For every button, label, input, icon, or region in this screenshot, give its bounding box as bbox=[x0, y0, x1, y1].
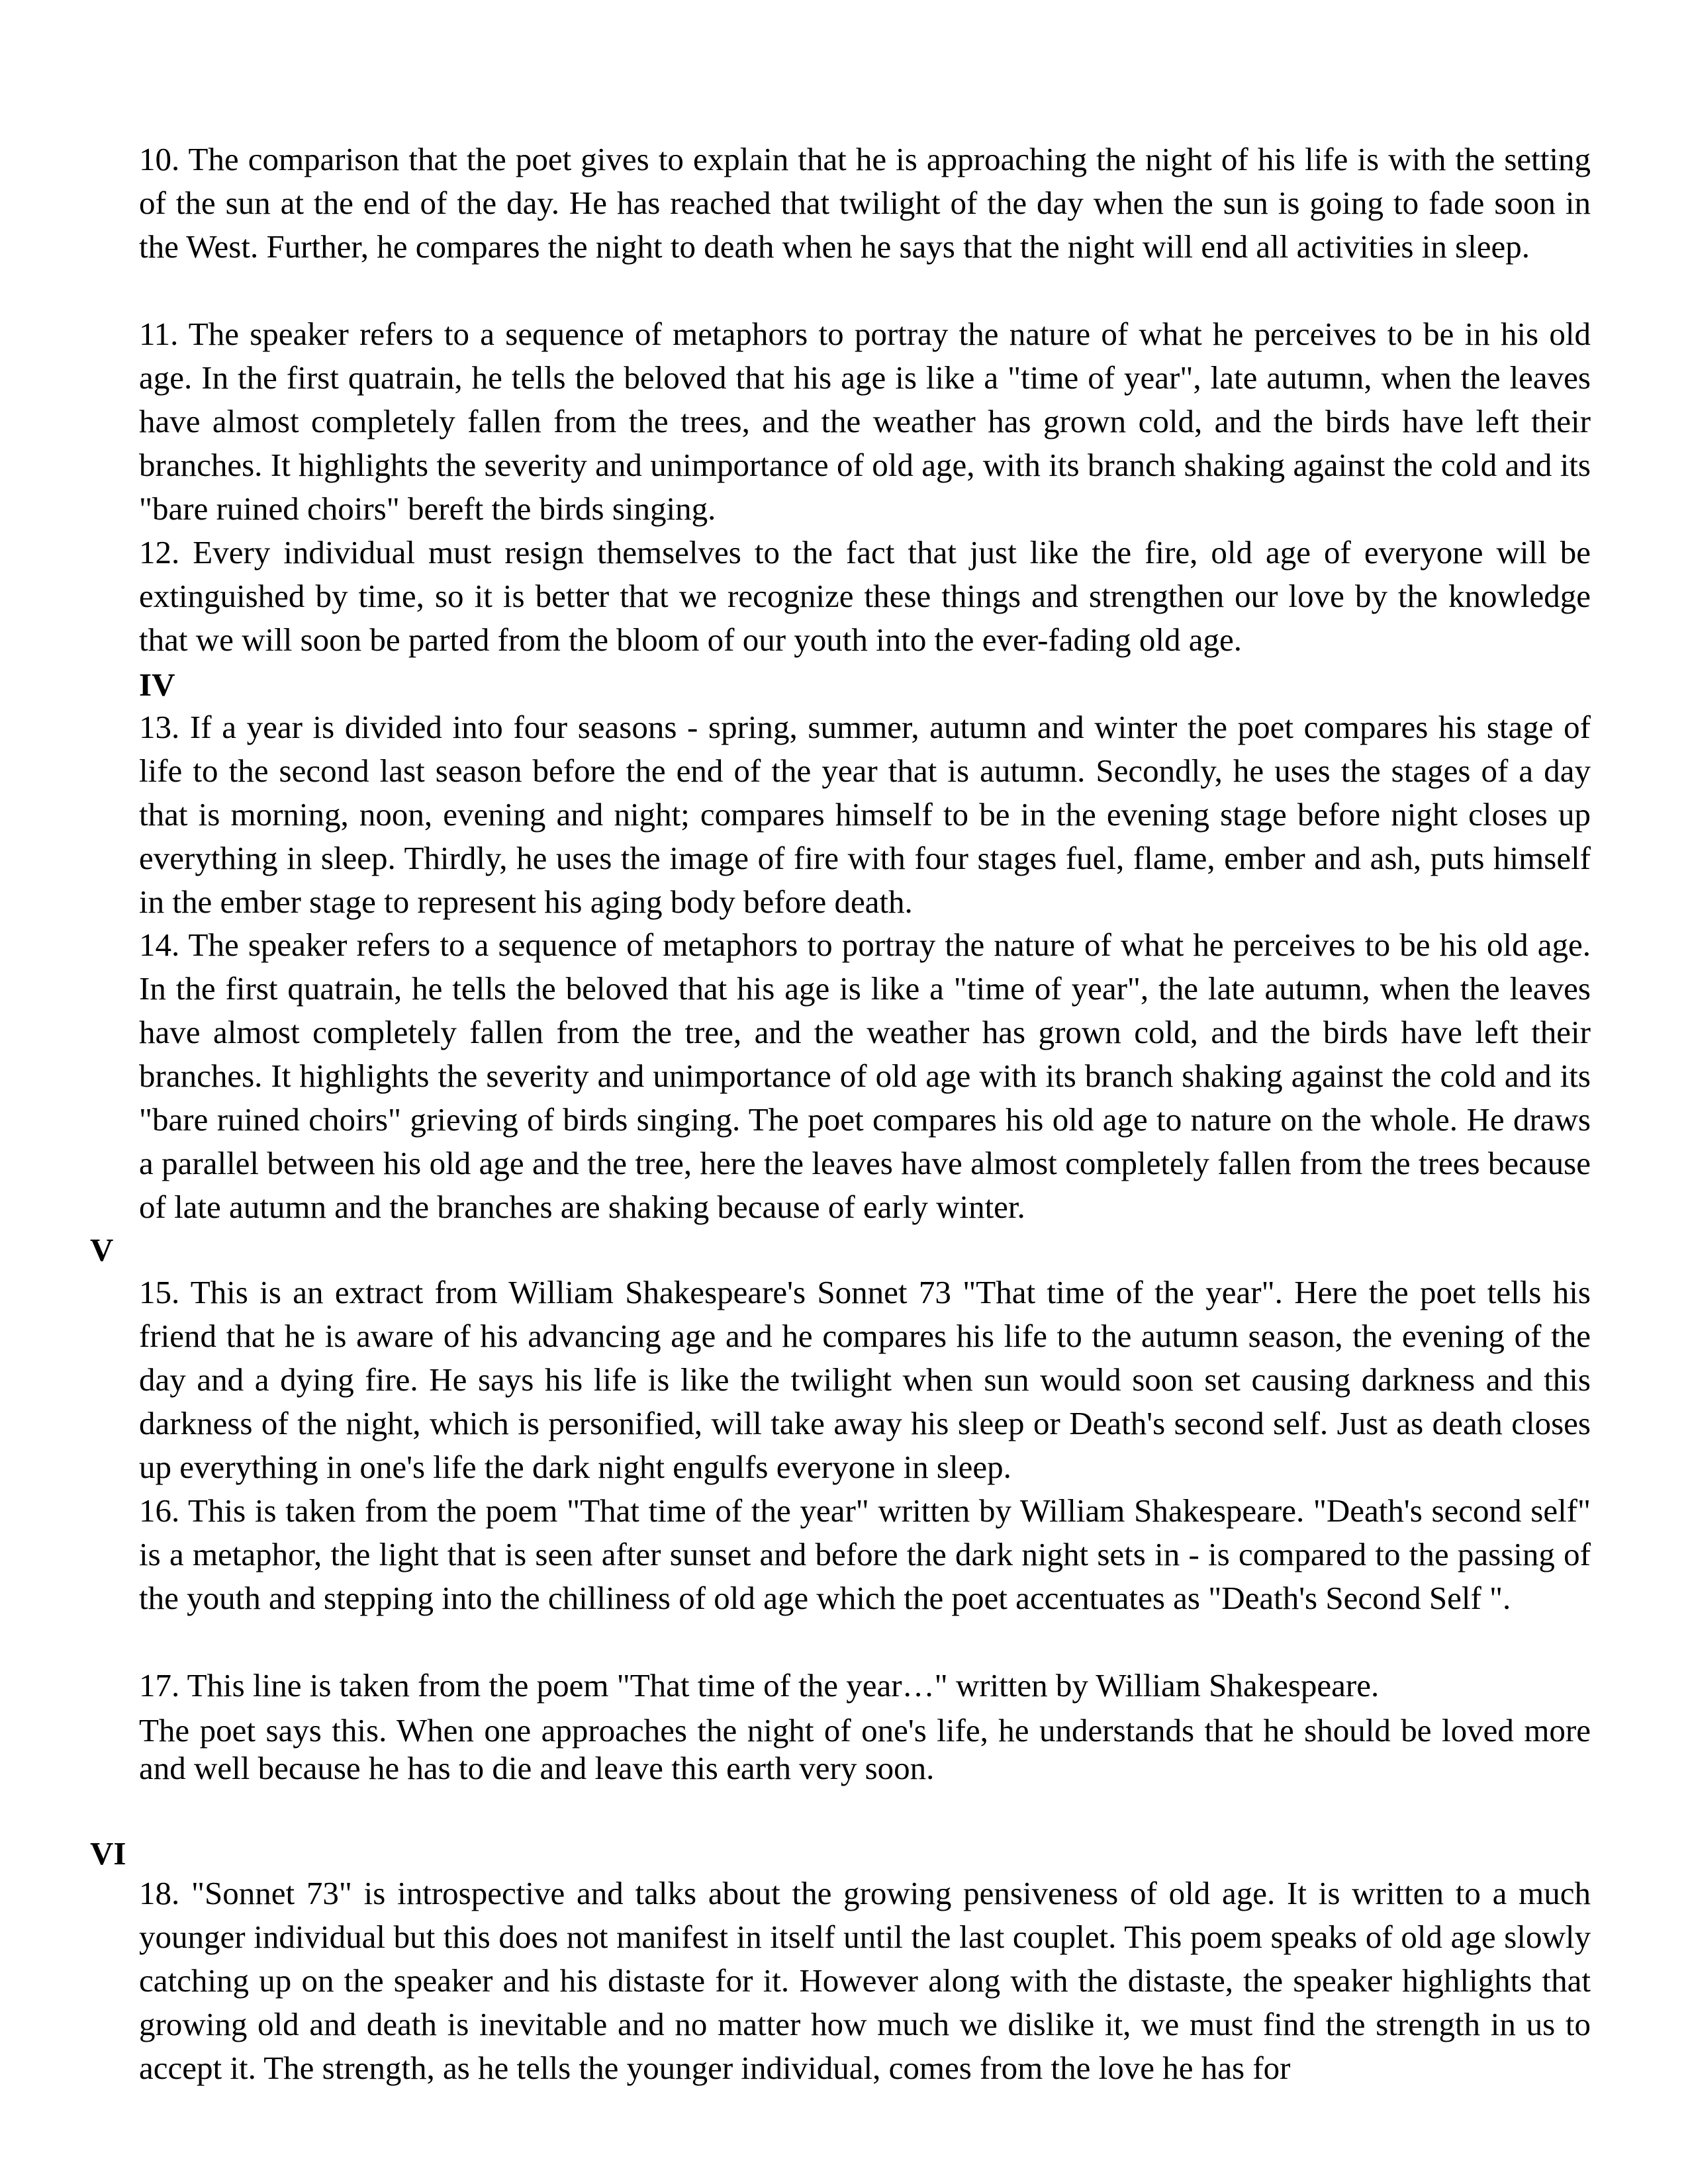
answer-15-text: 15. This is an extract from William Shakespeare's Sonnet 73 "That time of the year". Here the poet tells his friend that he is aware of his advancing age and he compares his life to the autumn season, the evening of the day and a dying fire. He says his life is like the twilight when sun would soon set causing darkness and this darkness of the night, which is personified, will take away his sleep or Death's second self. Just as death closes up everything in one's life the dark night engulfs everyone in sleep. bbox=[139, 1274, 1591, 1485]
answer-10 bbox=[139, 138, 1591, 269]
answer-16 bbox=[139, 1489, 1591, 1620]
section-heading-v: V bbox=[90, 1232, 114, 1268]
answer-14-text: 14. The speaker refers to a sequence of metaphors to portray the nature of what he perceives to be his old age. In the first quatrain, he tells the beloved that his age is like a "time of year", the late autumn, when the leaves have almost completely fallen from the tree, and the weather has grown cold, and the birds have left their branches. It highlights the severity and unimportance of old age with its branch shaking against the cold and its "bare ruined choirs" grieving of birds singing. The poet compares his old age to nature on the whole. He draws a parallel between his old age and the tree, here the leaves have almost completely fallen from the trees because of late autumn and the branches are shaking because of early winter. bbox=[139, 927, 1591, 1225]
answer-17 bbox=[139, 1664, 1591, 1787]
answer-15 bbox=[139, 1271, 1591, 1489]
section-heading-iv: IV bbox=[139, 666, 175, 703]
answer-11 bbox=[139, 312, 1591, 531]
answer-12 bbox=[139, 531, 1591, 662]
answer-18-text: 18. "Sonnet 73" is introspective and talks about the growing pensiveness of old age. It is written to a much younger individual but this does not manifest in itself until the last couplet. This poem speaks of old age slowly catching up on the speaker and his distaste for it. However along with the distaste, the speaker highlights that growing old and death is inevitable and no matter how much we dislike it, we must find the strength in us to accept it. The strength, as he tells the younger individual, comes from the love he has for bbox=[139, 1875, 1591, 2086]
answer-13 bbox=[139, 705, 1591, 924]
answer-11-text: 11. The speaker refers to a sequence of metaphors to portray the nature of what he perceives to be in his old age. In the first quatrain, he tells the beloved that his age is like a "time of year", late autumn, when the leaves have almost completely fallen from the trees, and the weather has grown cold, and the birds have left their branches. It highlights the severity and unimportance of old age, with its branch shaking against the cold and its "bare ruined choirs" bereft the birds singing. bbox=[139, 316, 1591, 527]
answer-10-text: 10. The comparison that the poet gives to explain that he is approaching the night of his life is with the setting of the sun at the end of the day. He has reached that twilight of the day when the sun is going to fade soon in the West. Further, he compares the night to death when he says that the night will end all activities in sleep. bbox=[139, 141, 1591, 265]
answer-13-text: 13. If a year is divided into four seasons - spring, summer, autumn and winter the poet compares his stage of life to the second last season before the end of the year that is autumn. Secondly, he uses the stages of a day that is morning, noon, evening and night; compares himself to be in the evening stage before night closes up everything in sleep. Thirdly, he uses the image of fire with four stages fuel, flame, ember and ash, puts himself in the ember stage to represent his aging body before death. bbox=[139, 709, 1591, 920]
section-heading-vi: VI bbox=[90, 1835, 126, 1872]
answer-12-text: 12. Every individual must resign themselves to the fact that just like the fire, old age of everyone will be extinguished by time, so it is better that we recognize these things and strengthen our love by the knowledge that we will soon be parted from the bloom of our youth into the ever-fading old age. bbox=[139, 534, 1591, 658]
answer-17-line-2: The poet says this. When one approaches the night of one's life, he understands that he should be loved more and well because he has to die and leave this earth very soon. bbox=[139, 1712, 1591, 1786]
answer-18 bbox=[139, 1872, 1591, 2090]
answer-17-line-1: 17. This line is taken from the poem "That time of the year…" written by William Shakespeare. bbox=[139, 1667, 1380, 1704]
answer-16-text: 16. This is taken from the poem "That time of the year" written by William Shakespeare. "Death's second self" is a metaphor, the light that is seen after sunset and before the dark night sets in - is compared to the passing of the youth and stepping into the chilliness of old age which the poet accentuates as "Death's Second Self ". bbox=[139, 1492, 1591, 1616]
answer-14 bbox=[139, 923, 1591, 1229]
